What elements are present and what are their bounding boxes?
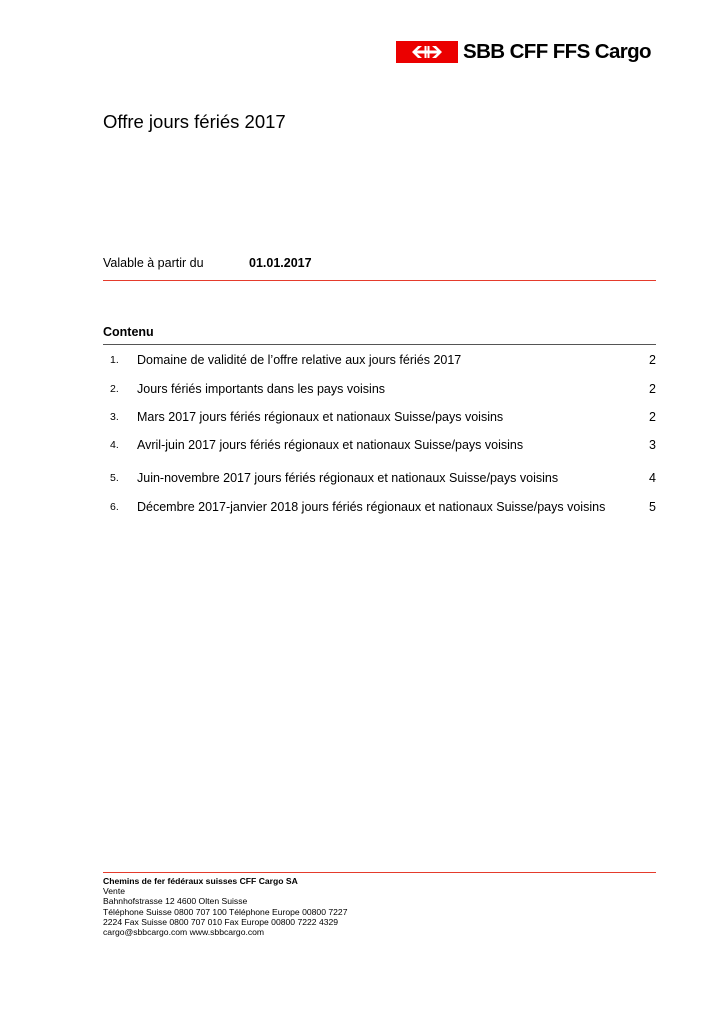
toc-number: 1. [110, 354, 119, 366]
toc-page: 2 [649, 353, 656, 367]
toc-title[interactable]: Décembre 2017-janvier 2018 jours fériés régionaux et nationaux Suisse/pays voisins [137, 500, 606, 514]
toc-item[interactable] [103, 500, 656, 518]
footer-contact[interactable]: cargo@sbbcargo.com www.sbbcargo.com [103, 927, 265, 938]
footer-company: Chemins de fer fédéraux suisses CFF Cargo SA [103, 876, 298, 886]
toc-number: 5. [110, 472, 119, 484]
company-logo [396, 40, 651, 64]
logo-text: SBB CFF FFS Cargo [463, 40, 651, 63]
divider-gray [103, 344, 656, 345]
footer-department: Vente [103, 886, 125, 897]
toc-number: 3. [110, 411, 119, 423]
toc-item[interactable] [103, 438, 656, 456]
toc-page: 3 [649, 438, 656, 452]
toc-title[interactable]: Juin-novembre 2017 jours fériés régionaux et nationaux Suisse/pays voisins [137, 471, 559, 485]
divider-red [103, 280, 656, 281]
toc-title[interactable]: Jours fériés importants dans les pays voisins [137, 382, 386, 396]
toc-item[interactable] [103, 353, 656, 371]
toc-number: 6. [110, 501, 119, 513]
toc-item[interactable] [103, 382, 656, 400]
validity-label: Valable à partir du [103, 256, 204, 270]
footer-divider [103, 872, 656, 873]
toc-page: 4 [649, 471, 656, 485]
footer-phone: Téléphone Suisse 0800 707 100 Téléphone Europe 00800 7227 [103, 906, 348, 917]
toc-number: 2. [110, 383, 119, 395]
toc-number: 4. [110, 439, 119, 451]
footer-address: Bahnhofstrasse 12 4600 Olten Suisse [103, 896, 248, 907]
toc-title[interactable]: Avril-juin 2017 jours fériés régionaux et nationaux Suisse/pays voisins [137, 438, 524, 452]
toc-title[interactable]: Domaine de validité de l’offre relative aux jours fériés 2017 [137, 353, 462, 367]
validity-date: 01.01.2017 [249, 256, 312, 270]
toc-page: 5 [649, 500, 656, 514]
footer [103, 876, 348, 937]
footer-fax: 2224 Fax Suisse 0800 707 010 Fax Europe 00800 7222 4329 [103, 916, 339, 927]
document-title: Offre jours fériés 2017 [103, 111, 286, 132]
toc-page: 2 [649, 410, 656, 424]
sbb-arrows-icon [396, 41, 458, 63]
toc-title[interactable]: Mars 2017 jours fériés régionaux et nationaux Suisse/pays voisins [137, 410, 504, 424]
contents-heading: Contenu [103, 325, 154, 339]
toc-item[interactable] [103, 410, 656, 428]
toc-item[interactable] [103, 471, 656, 489]
toc-page: 2 [649, 382, 656, 396]
